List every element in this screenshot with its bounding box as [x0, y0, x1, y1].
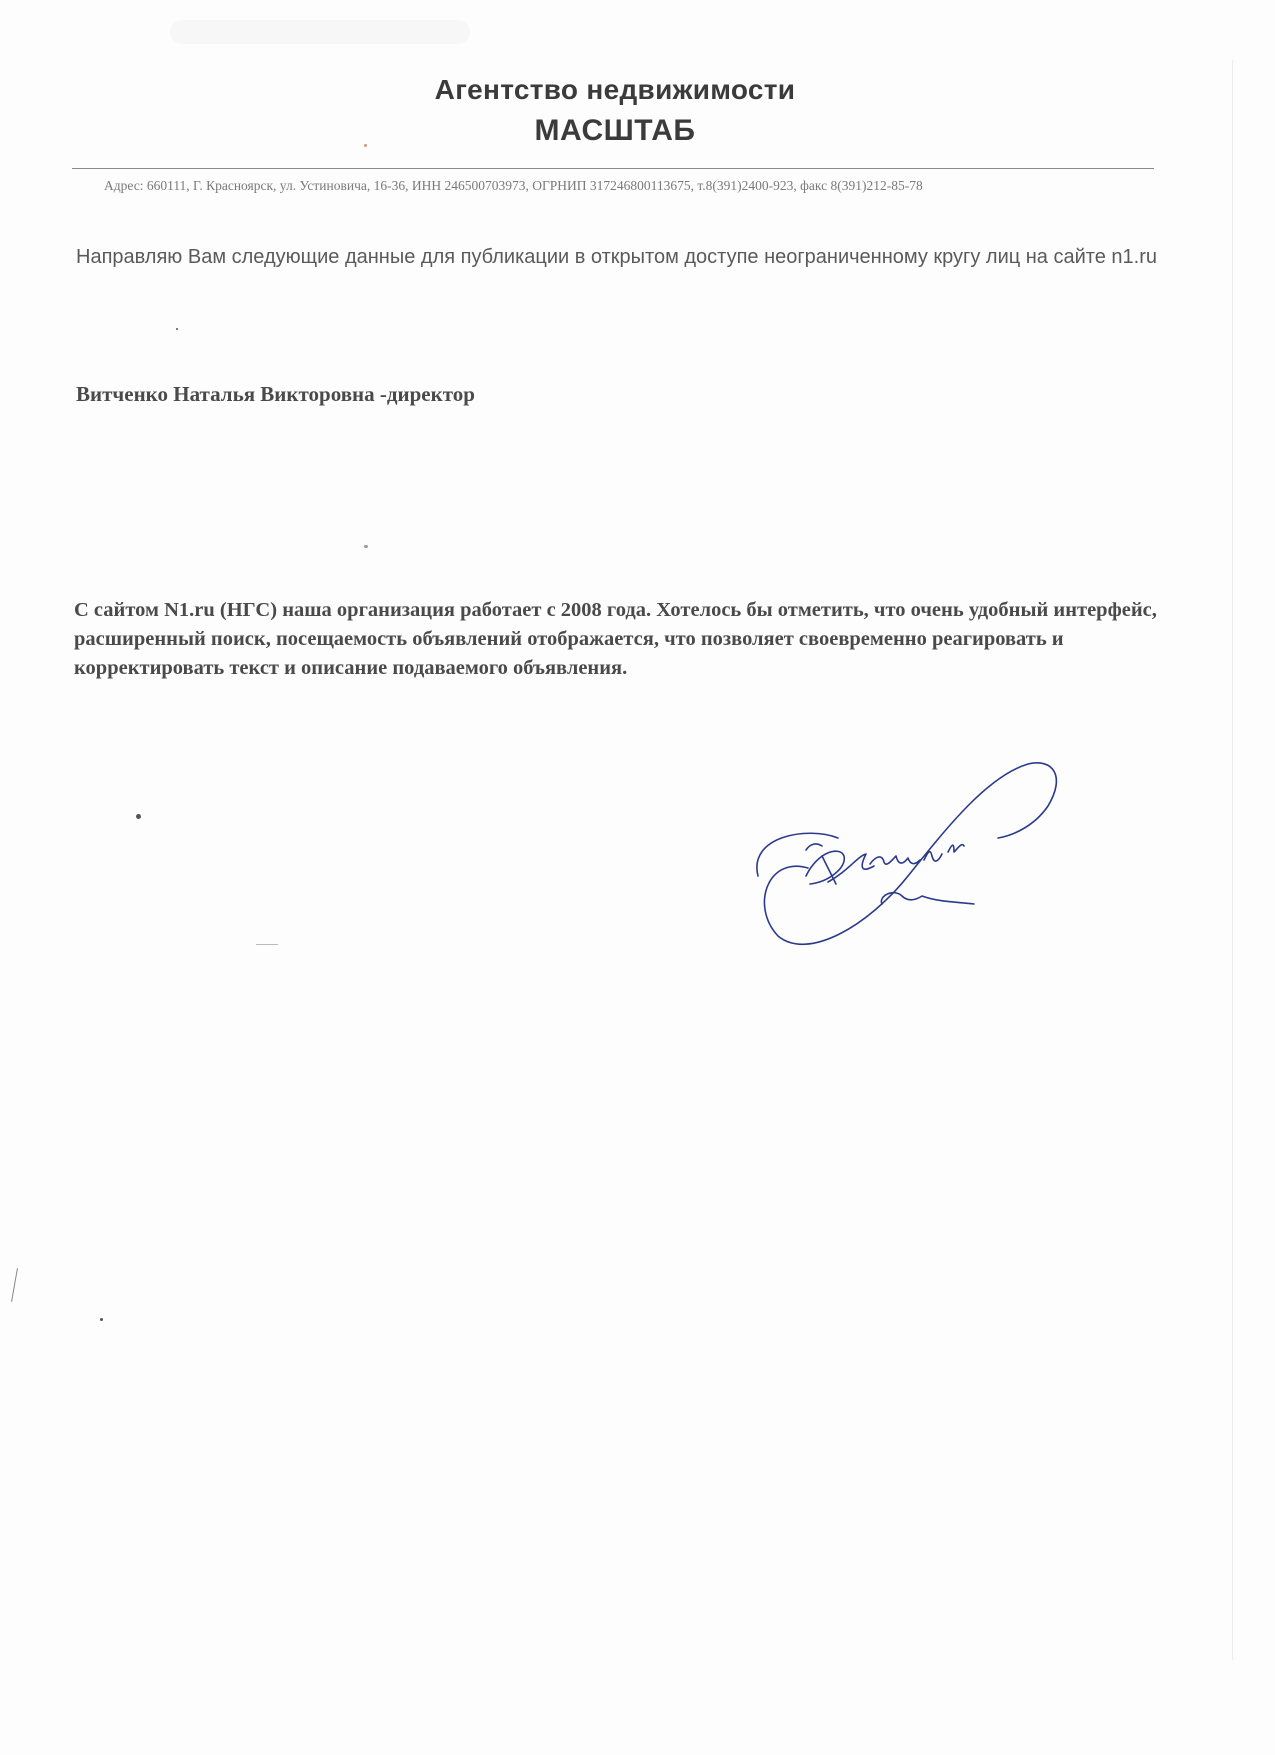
person-name-title: Витченко Наталья Викторовна -директор: [76, 382, 475, 406]
signature-icon: [748, 756, 1078, 956]
scan-mark: [256, 944, 278, 945]
scan-mark: [1232, 60, 1233, 1660]
scan-smudge: [170, 20, 470, 44]
scan-speck: [364, 545, 368, 548]
scan-speck: [100, 1318, 103, 1321]
address-line: Адрес: 660111, Г. Красноярск, ул. Устиновича, 16-36, ИНН 246500703973, ОГРНИП 317246800113675, т.8(391)2400-923, факс 8(391)212-85-78: [104, 178, 923, 193]
agency-label: Агентство недвижимости: [434, 74, 796, 105]
intro-paragraph: Направляю Вам следующие данные для публикации в открытом доступе неограниченному кругу лиц на сайте n1.ru: [76, 246, 1157, 268]
scan-speck: [364, 144, 367, 147]
scan-mark: [11, 1268, 18, 1302]
review-paragraph: С сайтом N1.ru (НГС) наша организация работает с 2008 года. Хотелось бы отметить, что очень удобный интерфейс, расширенный поиск, посещаемость объявлений отображается, что позволяет своевременно реагировать и корректировать текст и описание подаваемого объявления.: [74, 599, 1157, 679]
scan-speck: [176, 328, 178, 330]
scan-speck: [136, 814, 141, 819]
header-divider: [72, 168, 1154, 169]
agency-name: МАСШТАБ: [534, 114, 696, 147]
